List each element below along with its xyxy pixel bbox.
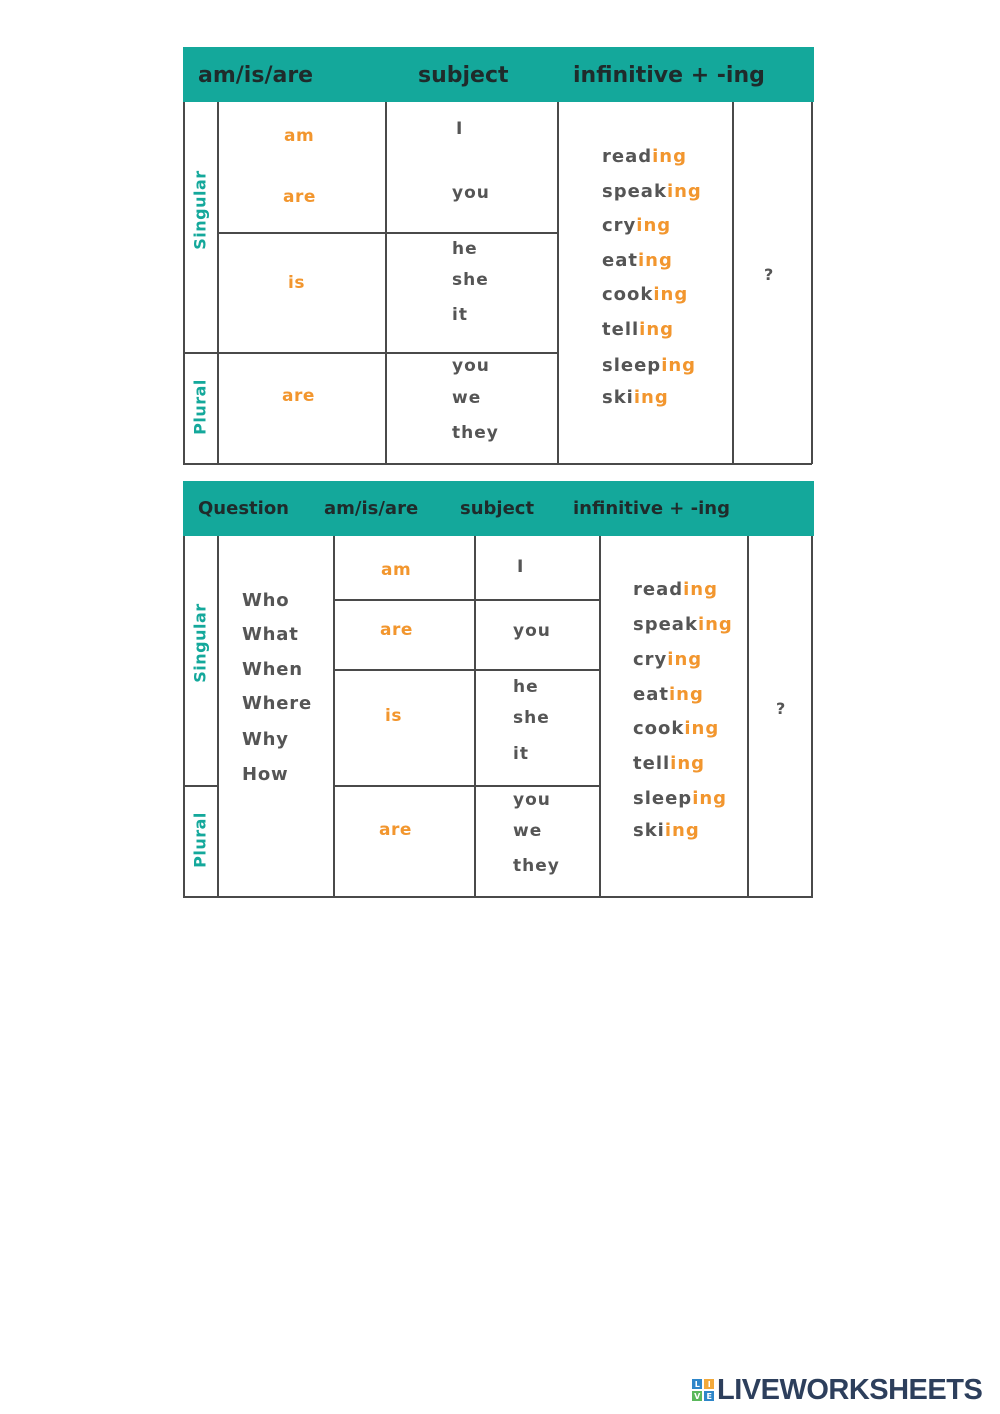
subject-she: she xyxy=(452,270,489,290)
subject-we: we xyxy=(513,821,543,841)
subject-they: they xyxy=(513,856,560,876)
verb-is: is xyxy=(385,706,402,726)
subject-you: you xyxy=(452,183,490,203)
ing-form: telling xyxy=(602,319,675,340)
question-word-what: What xyxy=(242,624,299,645)
header-question: Question xyxy=(198,498,289,519)
subject-we: we xyxy=(452,388,482,408)
ing-form: cooking xyxy=(633,718,720,739)
verb-am: am xyxy=(284,126,315,146)
header-subject: subject xyxy=(418,63,509,88)
subject-you-plural: you xyxy=(513,790,551,810)
ing-form: eating xyxy=(633,684,704,705)
subject-you-plural: you xyxy=(452,356,490,376)
subject-it: it xyxy=(452,305,468,325)
header-am-is-are: am/is/are xyxy=(324,498,419,519)
question-word-where: Where xyxy=(242,693,312,714)
verb-are: are xyxy=(380,620,413,640)
logo-mark-icon xyxy=(692,1379,714,1401)
question-word-when: When xyxy=(242,659,303,680)
verb-are-plural: are xyxy=(379,820,412,840)
ing-form: crying xyxy=(633,649,703,670)
ing-form: eating xyxy=(602,250,673,271)
header-infinitive-ing: infinitive + -ing xyxy=(573,63,765,88)
verb-are-plural: are xyxy=(282,386,315,406)
table-1-header xyxy=(183,47,814,102)
header-am-is-are: am/is/are xyxy=(198,63,314,88)
subject-they: they xyxy=(452,423,499,443)
verb-is: is xyxy=(288,273,305,293)
subject-i: I xyxy=(517,557,525,577)
ing-form: telling xyxy=(633,753,706,774)
subject-you: you xyxy=(513,621,551,641)
subject-i: I xyxy=(456,119,464,139)
subject-it: it xyxy=(513,744,529,764)
logo-text: LIVEWORKSHEETS xyxy=(717,1373,983,1406)
ing-form: reading xyxy=(633,579,718,600)
ing-form: sleeping xyxy=(633,788,728,809)
ing-form: skiing xyxy=(602,387,669,408)
header-infinitive-ing: infinitive + -ing xyxy=(573,498,730,519)
subject-she: she xyxy=(513,708,550,728)
side-label-singular: Singular xyxy=(190,170,210,250)
question-word-who: Who xyxy=(242,590,290,611)
question-mark: ? xyxy=(764,265,775,284)
logo-mark-i: I xyxy=(704,1379,714,1389)
question-word-why: Why xyxy=(242,729,289,750)
ing-form: reading xyxy=(602,146,687,167)
ing-form: sleeping xyxy=(602,355,697,376)
side-label-singular: Singular xyxy=(190,603,210,683)
ing-form: crying xyxy=(602,215,672,236)
verb-are: are xyxy=(283,187,316,207)
liveworksheets-logo xyxy=(692,1374,982,1406)
logo-mark-e: E xyxy=(704,1391,714,1401)
side-label-plural: Plural xyxy=(190,812,210,868)
ing-form: skiing xyxy=(633,820,700,841)
header-subject: subject xyxy=(460,498,535,519)
ing-form: speaking xyxy=(602,181,702,202)
subject-he: he xyxy=(513,677,539,697)
question-mark: ? xyxy=(776,699,787,718)
subject-he: he xyxy=(452,239,478,259)
logo-mark-v: V xyxy=(692,1391,702,1401)
table-2-header xyxy=(183,481,814,536)
question-word-how: How xyxy=(242,764,289,785)
logo-mark-l: L xyxy=(692,1379,702,1389)
verb-am: am xyxy=(381,560,412,580)
ing-form: cooking xyxy=(602,284,689,305)
side-label-plural: Plural xyxy=(190,379,210,435)
ing-form: speaking xyxy=(633,614,733,635)
